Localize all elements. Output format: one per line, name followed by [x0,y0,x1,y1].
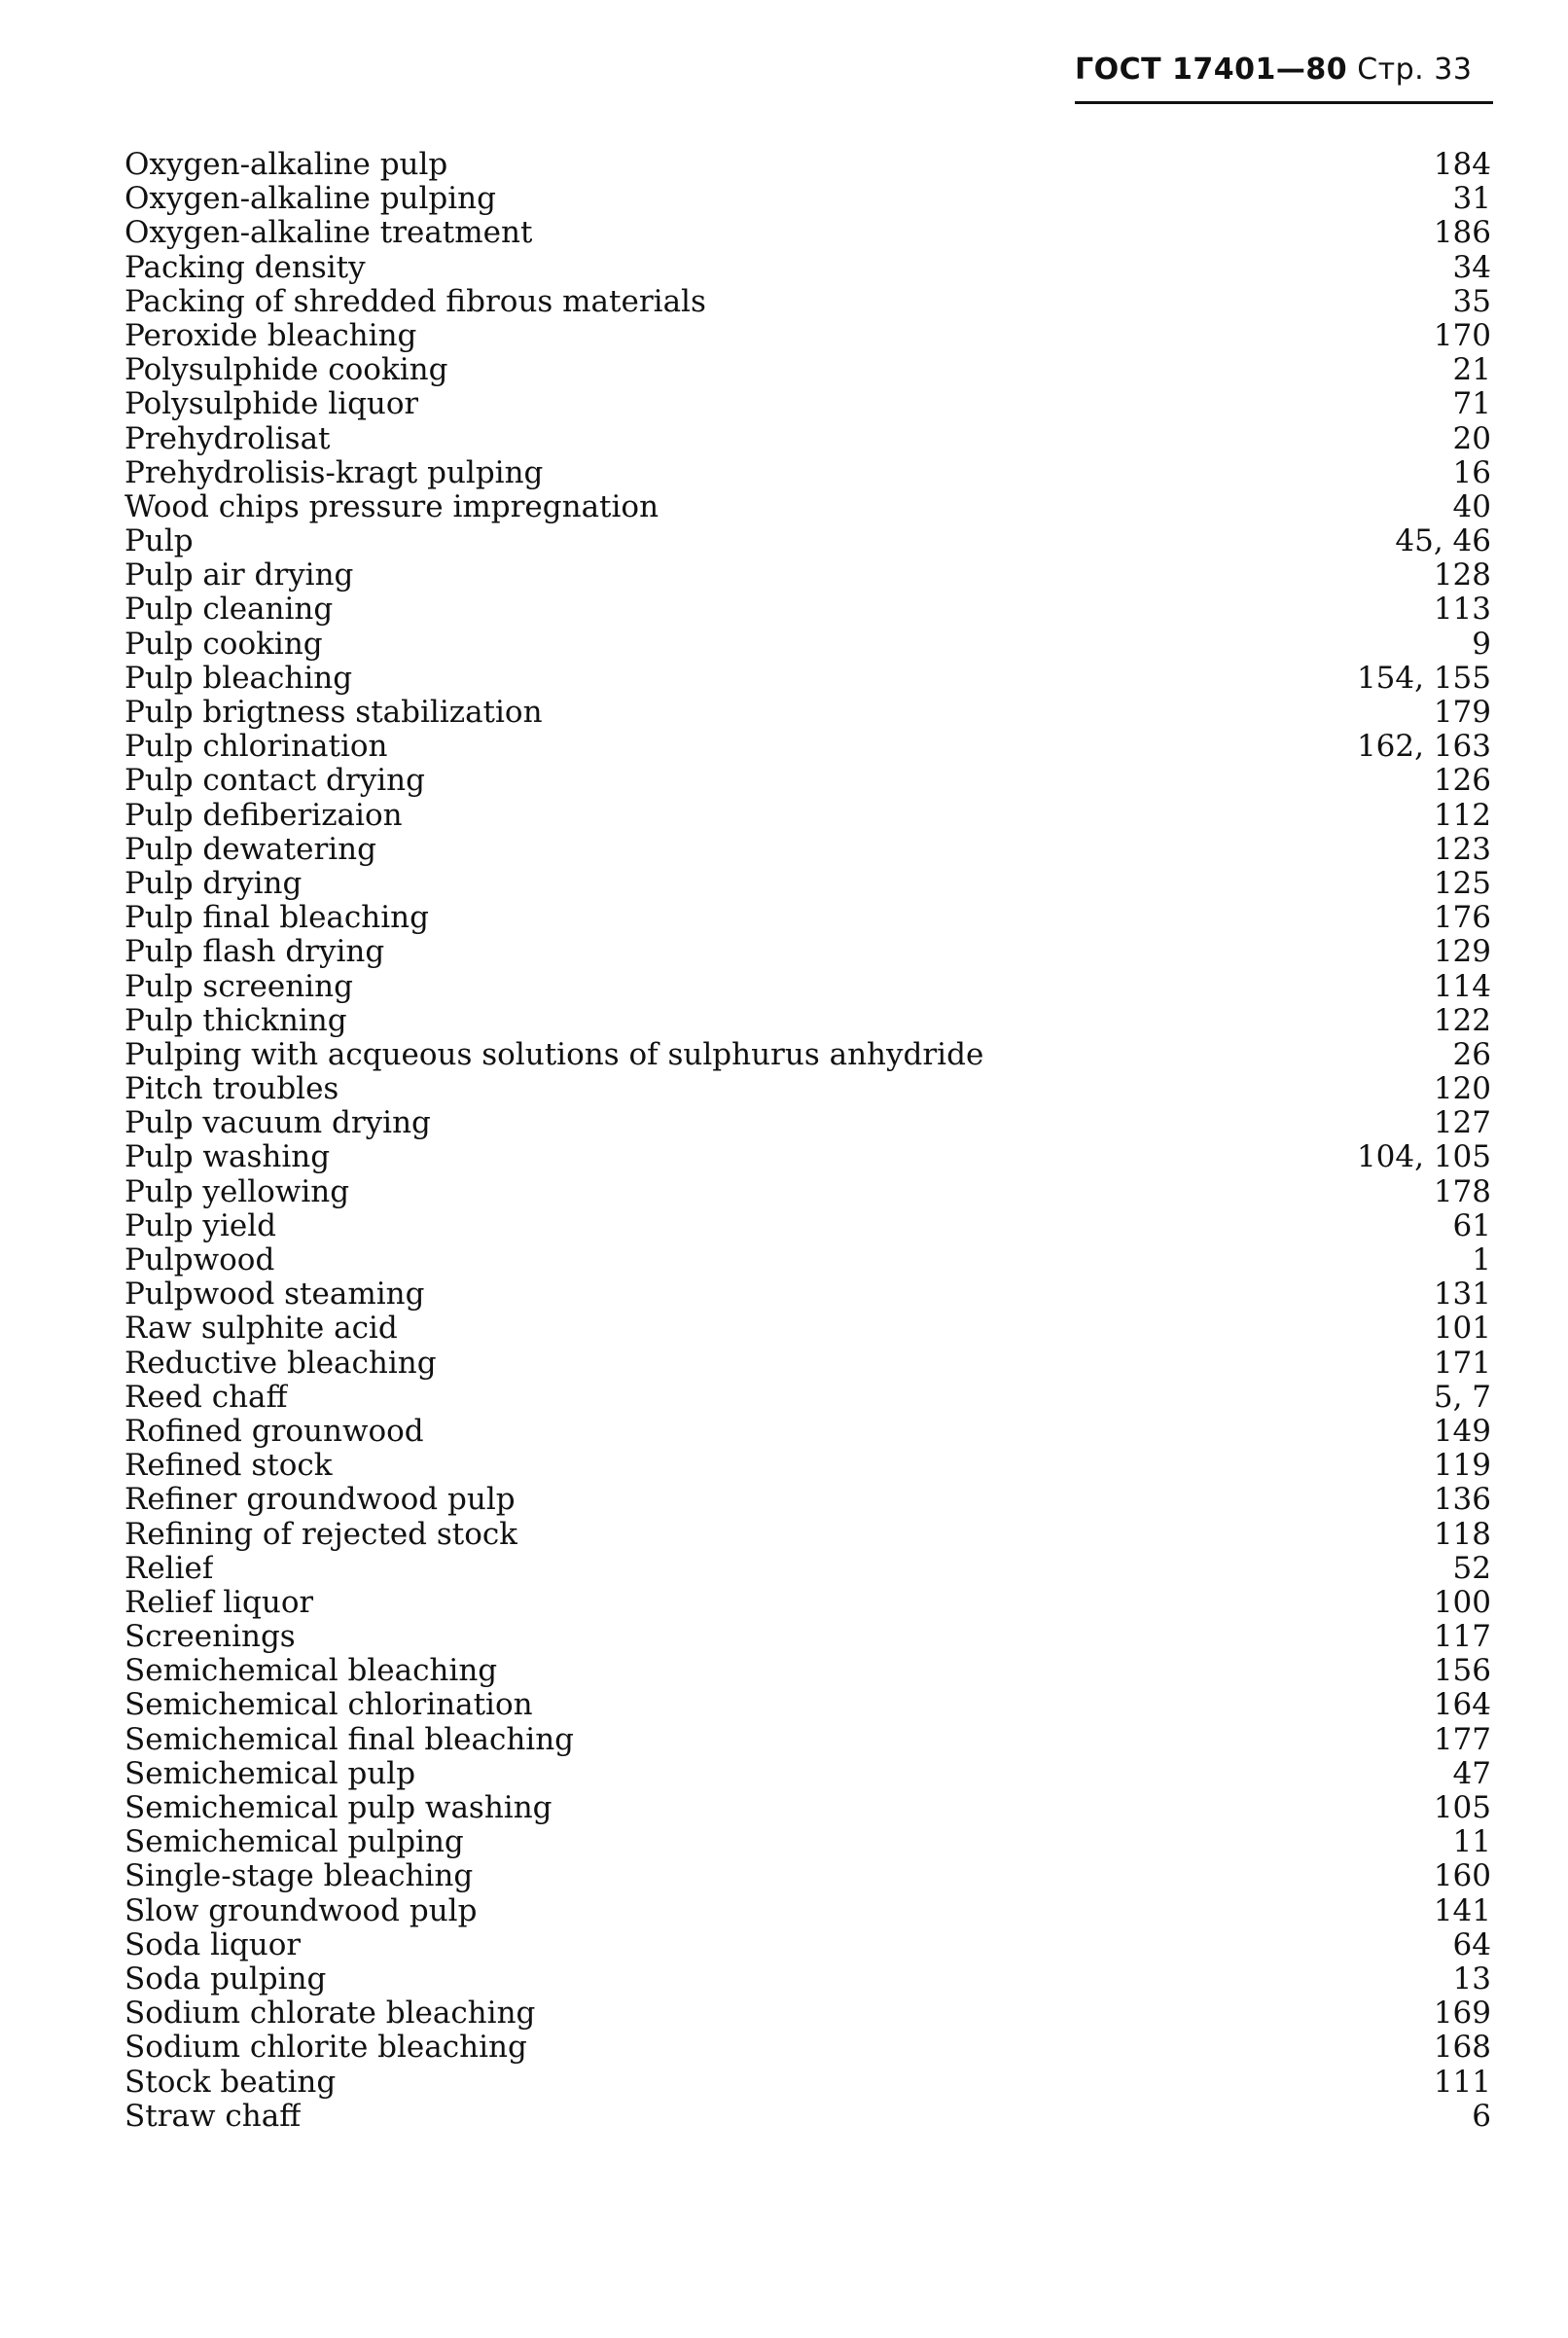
index-term: Oxygen-alkaline treatment [125,216,533,251]
index-reference: 149 [1433,1413,1491,1449]
index-entry [125,1038,1491,1072]
index-entry [125,1449,1491,1483]
index-entry [125,1791,1491,1825]
index-term: Packing density [125,250,366,285]
index-term: Pulp washing [125,1140,331,1175]
index-entry [125,1004,1491,1038]
index-entry [125,251,1491,285]
index-reference: 1 [1472,1242,1491,1277]
index-reference: 160 [1433,1858,1491,1894]
index-reference: 120 [1433,1071,1491,1107]
index-entry [125,593,1491,627]
index-entry [125,524,1491,558]
index-term: Relief [125,1551,214,1586]
index-entry [125,1825,1491,1859]
index-reference: 186 [1433,215,1491,251]
index-term: Wood chips pressure impregnation [125,489,659,524]
index-entry [125,1928,1491,1962]
index-term: Pulpwood [125,1243,275,1277]
index-term: Relief liquor [125,1585,314,1620]
index-entry [125,696,1491,730]
index-reference: 119 [1433,1448,1491,1484]
index-reference: 47 [1452,1755,1491,1791]
page-number: Стр. 33 [1357,53,1473,87]
index-entry [125,1996,1491,2031]
index-term: Prehydrolisat [125,421,331,456]
index-entry [125,1243,1491,1277]
index-entry [125,2100,1491,2134]
index-reference: 101 [1433,1311,1491,1347]
index-term: Polysulphide liquor [125,387,419,422]
index-entry [125,319,1491,353]
index-term: Pulp contact drying [125,764,425,799]
index-entry [125,1277,1491,1312]
index-reference: 128 [1433,558,1491,593]
index-term: Pulp cooking [125,627,323,662]
index-reference: 71 [1452,386,1491,422]
index-reference: 168 [1433,2030,1491,2066]
index-term: Pulp brigtness stabilization [125,696,543,730]
index-reference: 131 [1433,1277,1491,1313]
index-reference: 171 [1433,1345,1491,1381]
index-reference: 136 [1433,1482,1491,1518]
index-reference: 123 [1433,831,1491,867]
index-entry [125,182,1491,216]
index-term: Sodium chlorite bleaching [125,2031,527,2066]
index-reference: 164 [1433,1687,1491,1723]
index-term: Pulp air drying [125,558,354,593]
index-entry [125,901,1491,935]
index-reference: 126 [1433,763,1491,799]
index-entry [125,353,1491,387]
index-reference: 13 [1452,1960,1491,1996]
index-term: Raw sulphite acid [125,1312,398,1347]
index-term: Semichemical pulping [125,1825,464,1860]
index-term: Pulp defiberizaion [125,798,403,833]
index-entry [125,833,1491,867]
index-reference: 122 [1433,1002,1491,1038]
index-reference: 35 [1452,283,1491,319]
index-reference: 127 [1433,1105,1491,1141]
index-reference: 156 [1433,1653,1491,1689]
index-reference: 176 [1433,900,1491,936]
index-entry [125,764,1491,798]
index-reference: 114 [1433,968,1491,1004]
index-reference: 129 [1433,934,1491,970]
index-entry [125,1552,1491,1586]
index-term: Pulp yellowing [125,1174,350,1209]
index-reference: 118 [1433,1516,1491,1552]
index-reference: 178 [1433,1173,1491,1209]
index-term: Rofined grounwood [125,1414,424,1449]
index-term: Pulp final bleaching [125,901,429,936]
index-term: Pitch troubles [125,1072,339,1107]
index-entry [125,422,1491,456]
index-term: Pulp thickning [125,1003,347,1038]
standard-number: ГОСТ 17401—80 [1075,53,1348,87]
index-entry [125,662,1491,696]
index-reference: 111 [1433,2064,1491,2100]
index-term: Straw chaff [125,2099,302,2134]
index-entry [125,799,1491,833]
index-term: Semichemical pulp washing [125,1791,552,1825]
index-entry [125,2031,1491,2065]
index-term: Packing of shredded fibrous materials [125,284,706,319]
index-term: Peroxide bleaching [125,318,417,353]
index-entry [125,285,1491,319]
index-term: Pulp flash drying [125,935,385,970]
index-entry [125,1106,1491,1140]
index-reference: 184 [1433,147,1491,182]
index-entry [125,2066,1491,2100]
index-entry [125,1140,1491,1174]
index-entry [125,216,1491,250]
index-term: Soda liquor [125,1927,302,1962]
index-entry [125,730,1491,764]
index-reference: 104, 105 [1356,1139,1491,1175]
index-term: Semichemical final bleaching [125,1722,575,1757]
index-reference: 117 [1433,1619,1491,1655]
index-reference: 162, 163 [1356,729,1491,765]
index-reference: 105 [1433,1790,1491,1825]
index-term: Pulp [125,524,194,559]
index-term: Sodium chlorate bleaching [125,1996,536,2032]
index-reference: 52 [1452,1550,1491,1586]
index-term: Pulp chlorination [125,730,388,765]
index-reference: 45, 46 [1395,523,1491,559]
index-reference: 125 [1433,865,1491,901]
index-entry [125,456,1491,490]
index-reference: 20 [1452,420,1491,456]
index-entry [125,970,1491,1004]
index-entry [125,1894,1491,1928]
index-entry [125,1620,1491,1654]
index-term: Slow groundwood pulp [125,1893,478,1928]
index-reference: 21 [1452,352,1491,388]
index-term: Reed chaff [125,1380,288,1415]
index-term: Oxygen-alkaline pulping [125,182,496,217]
index-term: Semichemical pulp [125,1756,416,1791]
index-term: Pulp drying [125,866,303,901]
index-reference: 113 [1433,592,1491,628]
index-term: Refining of rejected stock [125,1517,518,1552]
index-term: Prehydrolisis-kragt pulping [125,455,544,490]
index-reference: 61 [1452,1207,1491,1243]
index-term: Screenings [125,1620,296,1655]
index-reference: 9 [1472,626,1491,662]
index-term: Semichemical chlorination [125,1688,533,1723]
index-term: Pulp vacuum drying [125,1106,431,1141]
index-entry [125,1312,1491,1346]
index-term: Soda pulping [125,1961,327,1996]
index-entry [125,1381,1491,1415]
index-term: Pulp bleaching [125,661,353,696]
index-term: Refined stock [125,1449,333,1484]
index-term: Polysulphide cooking [125,353,448,388]
index-entry [125,1586,1491,1620]
index-reference: 177 [1433,1721,1491,1757]
index-reference: 40 [1452,488,1491,524]
index-reference: 112 [1433,797,1491,833]
index-entry [125,148,1491,182]
index-reference: 170 [1433,317,1491,353]
index-entry [125,1209,1491,1243]
index-entry [125,387,1491,421]
index-reference: 64 [1452,1926,1491,1962]
index-term: Pulp screening [125,969,353,1004]
index-term: Reductive bleaching [125,1346,437,1381]
index-entry [125,490,1491,524]
index-term: Oxygen-alkaline pulp [125,148,448,182]
index-entry [125,1483,1491,1517]
index-entry [125,1859,1491,1893]
index-entry [125,1518,1491,1552]
index-term: Pulpwood steaming [125,1277,425,1313]
index-entry [125,558,1491,593]
page-header [1075,53,1493,107]
index-reference: 5, 7 [1433,1379,1491,1415]
index-entry [125,867,1491,901]
index-entry [125,1688,1491,1722]
index-reference: 141 [1433,1892,1491,1928]
index-entry [125,1072,1491,1106]
index-reference: 6 [1472,2098,1491,2134]
index-entry [125,628,1491,662]
index-entry [125,1415,1491,1449]
index-entry [125,1175,1491,1209]
term-index [125,148,1491,2152]
index-entry [125,1723,1491,1757]
index-term: Pulp dewatering [125,832,376,867]
index-entry [125,935,1491,969]
index-entry [125,1347,1491,1381]
index-reference: 34 [1452,249,1491,285]
index-reference: 26 [1452,1036,1491,1072]
index-reference: 11 [1452,1824,1491,1860]
index-reference: 169 [1433,1996,1491,2032]
index-term: Pulp yield [125,1208,276,1243]
index-reference: 100 [1433,1584,1491,1620]
index-term: Stock beating [125,2065,337,2100]
index-term: Pulping with acqueous solutions of sulphurus anhydride [125,1037,984,1072]
index-reference: 31 [1452,181,1491,217]
index-term: Refiner groundwood pulp [125,1483,516,1518]
index-reference: 154, 155 [1356,660,1491,696]
index-reference: 179 [1433,695,1491,730]
header-rule [1075,101,1493,104]
index-entry [125,1962,1491,1996]
index-term: Single-stage bleaching [125,1859,474,1894]
index-term: Semichemical bleaching [125,1654,498,1689]
index-entry [125,1654,1491,1688]
index-reference: 16 [1452,454,1491,490]
index-term: Pulp cleaning [125,593,334,628]
index-entry [125,1757,1491,1791]
